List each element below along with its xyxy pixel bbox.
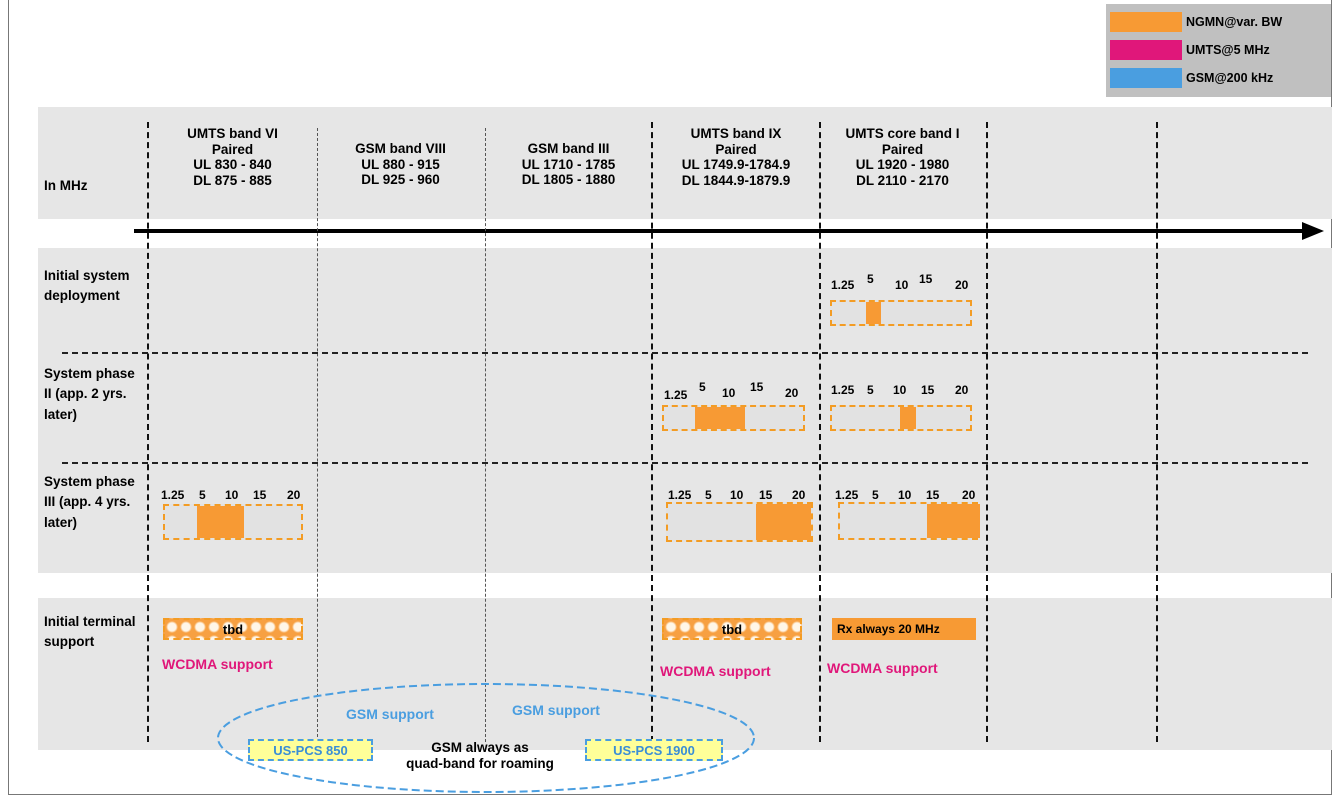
scale-label: 15	[759, 488, 773, 502]
scale-label: 1.25	[835, 488, 859, 502]
scale-label: 15	[750, 380, 764, 394]
scale-label: 20	[955, 383, 969, 397]
gsm-ellipse	[218, 684, 754, 792]
band-name: UMTS core band I	[845, 126, 960, 141]
row-label-initial: Initial system deployment	[44, 268, 130, 304]
scale-label: 10	[898, 488, 912, 502]
band-line: DL 2110 - 2170	[856, 172, 949, 188]
us-pcs-850-box: US-PCS 850	[248, 739, 373, 761]
tbd-label: tbd	[721, 621, 743, 637]
tbd-label: tbd	[222, 621, 244, 637]
scale-label: 10	[893, 383, 907, 397]
legend-label-gsm: GSM@200 kHz	[1186, 71, 1274, 85]
gsm-quad-line1: GSM always as	[431, 740, 529, 755]
band-line: DL 1844.9-1879.9	[681, 172, 791, 188]
scale-label: 5	[699, 380, 706, 394]
scale-label: 10	[722, 386, 736, 400]
gsm-support-label: GSM support	[346, 706, 434, 722]
band-line: UL 830 - 840	[193, 157, 272, 173]
band-line: UL 1920 - 1980	[855, 157, 950, 173]
band-line: DL 925 - 960	[361, 172, 440, 188]
band-name: UMTS band VI	[187, 126, 278, 141]
legend-label-ngmn: NGMN@var. BW	[1186, 15, 1283, 29]
gsm-quad-band-note	[380, 740, 580, 771]
scale-label: 5	[867, 272, 874, 286]
row-label-phase3: System phase III (app. 4 yrs. later)	[44, 474, 135, 530]
scale-label: 5	[872, 488, 879, 502]
wcdma-support-label: WCDMA support	[162, 656, 273, 672]
band-line: Paired	[881, 141, 924, 157]
gsm-quad-line2: quad-band for roaming	[406, 755, 554, 771]
unit-label: In MHz	[44, 178, 88, 193]
scale-label: 20	[785, 386, 799, 400]
scale-label: 1.25	[668, 488, 692, 502]
band-name: GSM band VIII	[355, 141, 446, 156]
scale-label: 20	[955, 278, 969, 292]
scale-label: 1.25	[161, 488, 185, 502]
wcdma-support-label: WCDMA support	[660, 663, 771, 679]
scale-label: 15	[253, 488, 267, 502]
band-line: UL 880 - 915	[361, 156, 440, 172]
scale-label: 15	[921, 383, 935, 397]
legend-label-umts: UMTS@5 MHz	[1186, 43, 1270, 57]
scale-label: 1.25	[664, 388, 688, 402]
scale-label: 5	[705, 488, 712, 502]
scale-label: 20	[792, 488, 806, 502]
scale-label: 20	[287, 488, 301, 502]
scale-label: 1.25	[831, 278, 855, 292]
scale-label: 10	[895, 278, 909, 292]
scale-label: 15	[919, 272, 933, 286]
rx-always-box: Rx always 20 MHz	[832, 618, 976, 640]
band-name: UMTS band IX	[690, 126, 782, 141]
row-label-phase2: System phase II (app. 2 yrs. later)	[44, 366, 135, 422]
wcdma-support-label: WCDMA support	[827, 660, 938, 676]
scale-label: 20	[962, 488, 976, 502]
band-line: Paired	[715, 141, 757, 157]
band-line: DL 875 - 885	[193, 172, 272, 188]
scale-label: 1.25	[831, 383, 855, 397]
scale-label: 5	[199, 488, 206, 502]
band-line: UL 1749.9-1784.9	[681, 157, 791, 173]
gsm-support-label: GSM support	[512, 702, 600, 718]
scale-label: 10	[225, 488, 239, 502]
scale-label: 10	[730, 488, 744, 502]
row-label-terminal: Initial terminal support	[44, 614, 136, 650]
band-line: UL 1710 - 1785	[521, 156, 616, 172]
us-pcs-1900-box: US-PCS 1900	[585, 739, 723, 761]
band-line: DL 1805 - 1880	[521, 172, 616, 188]
scale-label: 5	[867, 383, 874, 397]
band-name: GSM band III	[527, 141, 610, 156]
band-line: Paired	[211, 141, 254, 157]
scale-label: 15	[926, 488, 940, 502]
